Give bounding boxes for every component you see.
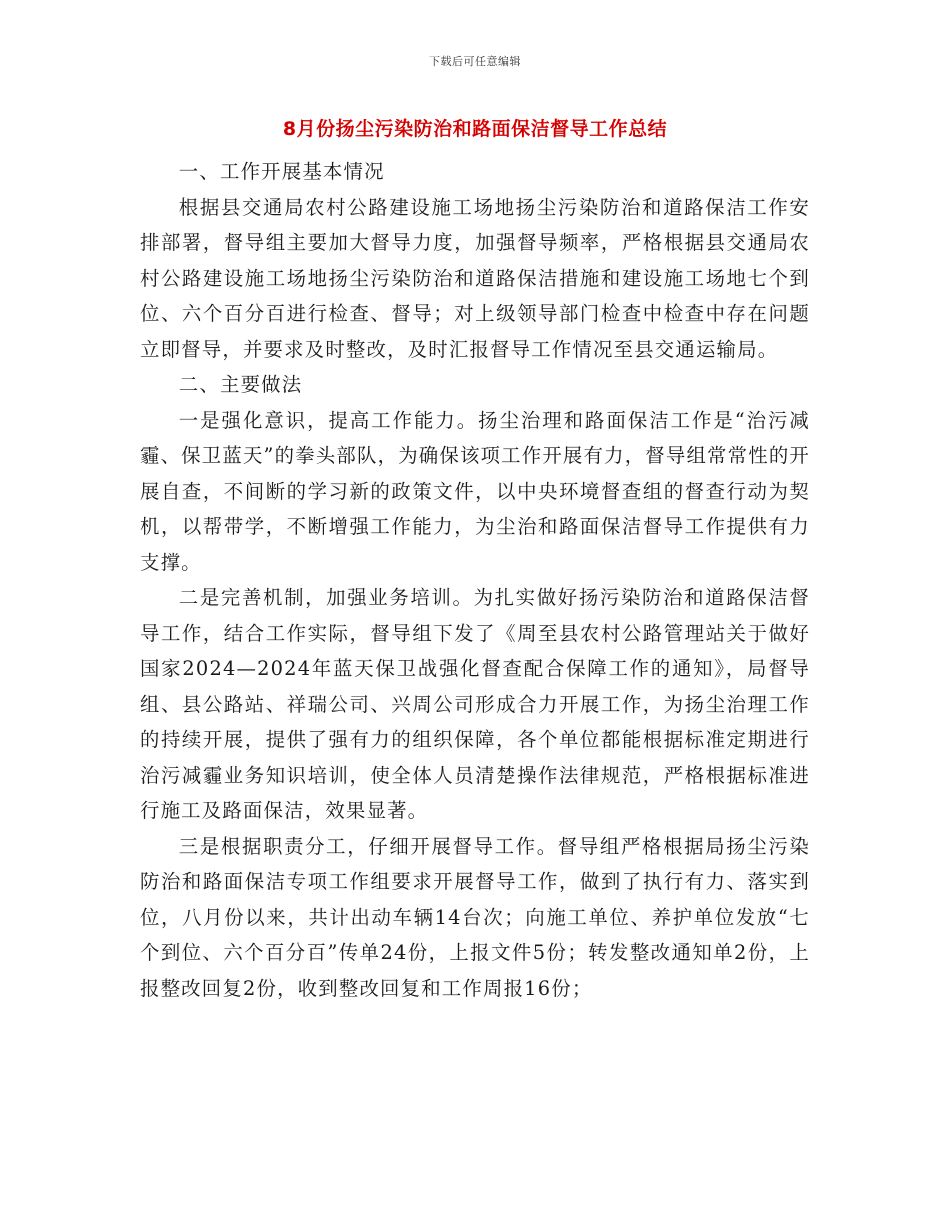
document-title: 8月份扬尘污染防治和路面保洁督导工作总结 xyxy=(282,118,668,140)
section-heading-2: 二、主要做法 xyxy=(178,373,303,396)
paragraph-awareness: 一是强化意识，提高工作能力。扬尘治理和路面保洁工作是“治污减霾、保卫蓝天”的拳头部队，为确保该项工作开展有力，督导组常常性的开展自查，不间断的学习新的政策文件，以中央环境督查组的督查行动为契机，以帮带学，不断增强工作能力，为尘治和路面保洁督导工作提供有力支撑。 xyxy=(140,408,811,574)
paragraph-division-of-duties: 三是根据职责分工，仔细开展督导工作。督导组严格根据局扬尘污染防治和路面保洁专项工作组要求开展督导工作，做到了执行有力、落实到位，八月份以来，共计出动车辆14台次；向施工单位、养护单位发放“七个到位、六个百分百”传单24份，上报文件5份；转发整改通知单2份，上报整改回复2份，收到整改回复和工作周报16份； xyxy=(140,834,810,1000)
section-heading-1: 一、工作开展基本情况 xyxy=(178,160,385,183)
paragraph-basic-situation: 根据县交通局农村公路建设施工场地扬尘污染防治和道路保洁工作安排部署，督导组主要加大督导力度，加强督导频率，严格根据县交通局农村公路建设施工场地扬尘污染防治和道路保洁措施和建设施工场地七个到位、六个百分百进行检查、督导；对上级领导部门检查中检查中存在问题立即督导，并要求及时整改，及时汇报督导工作情况至县交通运输局。 xyxy=(140,195,810,361)
header-note: 下载后可任意编辑 xyxy=(429,55,521,68)
paragraph-mechanism: 二是完善机制，加强业务培训。为扎实做好扬污染防治和道路保洁督导工作，结合工作实际，督导组下发了《周至县农村公路管理站关于做好国家2024—2024年蓝天保卫战强化督查配合保障工作的通知》，局督导组、县公路站、祥瑞公司、兴周公司形成合力开展工作，为扬尘治理工作的持续开展，提供了强有力的组织保障，各个单位都能根据标准定期进行治污减霾业务知识培训，使全体人员清楚操作法律规范，严格根据标准进行施工及路面保洁，效果显著。 xyxy=(140,586,810,822)
document-body xyxy=(140,154,810,1006)
